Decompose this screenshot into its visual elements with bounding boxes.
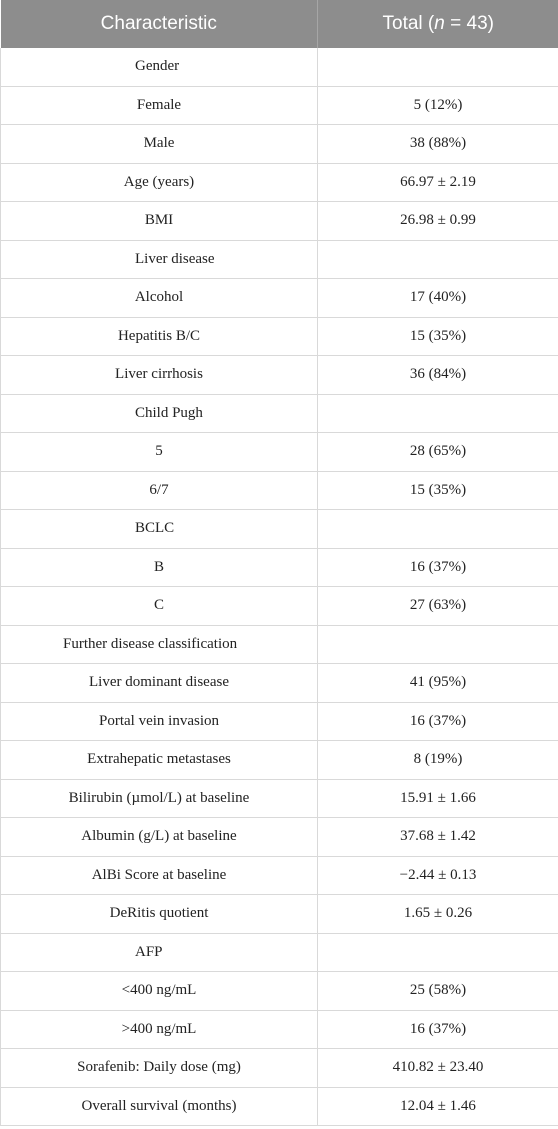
section-label: BCLC <box>1 510 318 549</box>
header-total-n: n <box>434 13 445 34</box>
row-value <box>318 625 558 664</box>
row-value: 17 (40%) <box>318 279 558 318</box>
row-value <box>318 510 558 549</box>
row-label: Female <box>1 86 318 125</box>
table-row <box>1 202 558 241</box>
row-value: 12.04 ± 1.46 <box>318 1087 558 1126</box>
table-row <box>1 933 558 972</box>
row-value: 41 (95%) <box>318 664 558 703</box>
row-value <box>318 48 558 86</box>
row-label: 6/7 <box>1 471 318 510</box>
table-row <box>1 510 558 549</box>
row-label: Age (years) <box>1 163 318 202</box>
table-row <box>1 818 558 857</box>
table-row <box>1 702 558 741</box>
table-row <box>1 1087 558 1126</box>
row-value: 27 (63%) <box>318 587 558 626</box>
row-label: Overall survival (months) <box>1 1087 318 1126</box>
table-row <box>1 356 558 395</box>
table-row <box>1 240 558 279</box>
section-label: Further disease classification <box>1 625 318 664</box>
table-row <box>1 433 558 472</box>
table-row <box>1 1049 558 1088</box>
table-row <box>1 279 558 318</box>
row-value: 25 (58%) <box>318 972 558 1011</box>
row-value: 5 (12%) <box>318 86 558 125</box>
row-label: Liver cirrhosis <box>1 356 318 395</box>
table-row <box>1 779 558 818</box>
row-value <box>318 240 558 279</box>
table-row <box>1 548 558 587</box>
table-row <box>1 86 558 125</box>
header-row <box>1 0 558 48</box>
table-row <box>1 856 558 895</box>
row-value: 410.82 ± 23.40 <box>318 1049 558 1088</box>
row-value: 37.68 ± 1.42 <box>318 818 558 857</box>
row-value: 1.65 ± 0.26 <box>318 895 558 934</box>
table-row <box>1 1010 558 1049</box>
row-value: 16 (37%) <box>318 548 558 587</box>
table-row <box>1 895 558 934</box>
row-value: 15 (35%) <box>318 317 558 356</box>
row-value: 28 (65%) <box>318 433 558 472</box>
row-value <box>318 394 558 433</box>
section-label: AFP <box>1 933 318 972</box>
table-row <box>1 163 558 202</box>
row-label: Albumin (g/L) at baseline <box>1 818 318 857</box>
row-value <box>318 933 558 972</box>
row-label: Extrahepatic metastases <box>1 741 318 780</box>
row-label: DeRitis quotient <box>1 895 318 934</box>
table-row <box>1 664 558 703</box>
row-value: 66.97 ± 2.19 <box>318 163 558 202</box>
row-label: 5 <box>1 433 318 472</box>
row-label: BMI <box>1 202 318 241</box>
table-row <box>1 48 558 86</box>
header-total-prefix: Total ( <box>382 13 435 34</box>
row-label: >400 ng/mL <box>1 1010 318 1049</box>
row-value: −2.44 ± 0.13 <box>318 856 558 895</box>
header-characteristic: Characteristic <box>1 0 318 48</box>
row-label: B <box>1 548 318 587</box>
row-label: Portal vein invasion <box>1 702 318 741</box>
row-label: <400 ng/mL <box>1 972 318 1011</box>
row-label: Hepatitis B/C <box>1 317 318 356</box>
row-label: C <box>1 587 318 626</box>
row-value: 26.98 ± 0.99 <box>318 202 558 241</box>
table-row <box>1 317 558 356</box>
section-label: Gender <box>1 48 318 86</box>
row-label: Sorafenib: Daily dose (mg) <box>1 1049 318 1088</box>
row-value: 15.91 ± 1.66 <box>318 779 558 818</box>
row-value: 8 (19%) <box>318 741 558 780</box>
header-total-suffix: = 43) <box>444 13 494 34</box>
table-row <box>1 394 558 433</box>
row-label: Bilirubin (µmol/L) at baseline <box>1 779 318 818</box>
row-label: Alcohol <box>1 279 318 318</box>
header-total <box>318 0 558 48</box>
table-row <box>1 625 558 664</box>
table-row <box>1 125 558 164</box>
row-label: Male <box>1 125 318 164</box>
section-label: Child Pugh <box>1 394 318 433</box>
table-row <box>1 741 558 780</box>
table-row <box>1 587 558 626</box>
row-value: 16 (37%) <box>318 1010 558 1049</box>
table-row <box>1 471 558 510</box>
row-value: 16 (37%) <box>318 702 558 741</box>
row-value: 15 (35%) <box>318 471 558 510</box>
table-row <box>1 972 558 1011</box>
section-label: Liver disease <box>1 240 318 279</box>
row-label: Liver dominant disease <box>1 664 318 703</box>
row-value: 36 (84%) <box>318 356 558 395</box>
row-label: AlBi Score at baseline <box>1 856 318 895</box>
table-body <box>1 48 558 1126</box>
row-value: 38 (88%) <box>318 125 558 164</box>
